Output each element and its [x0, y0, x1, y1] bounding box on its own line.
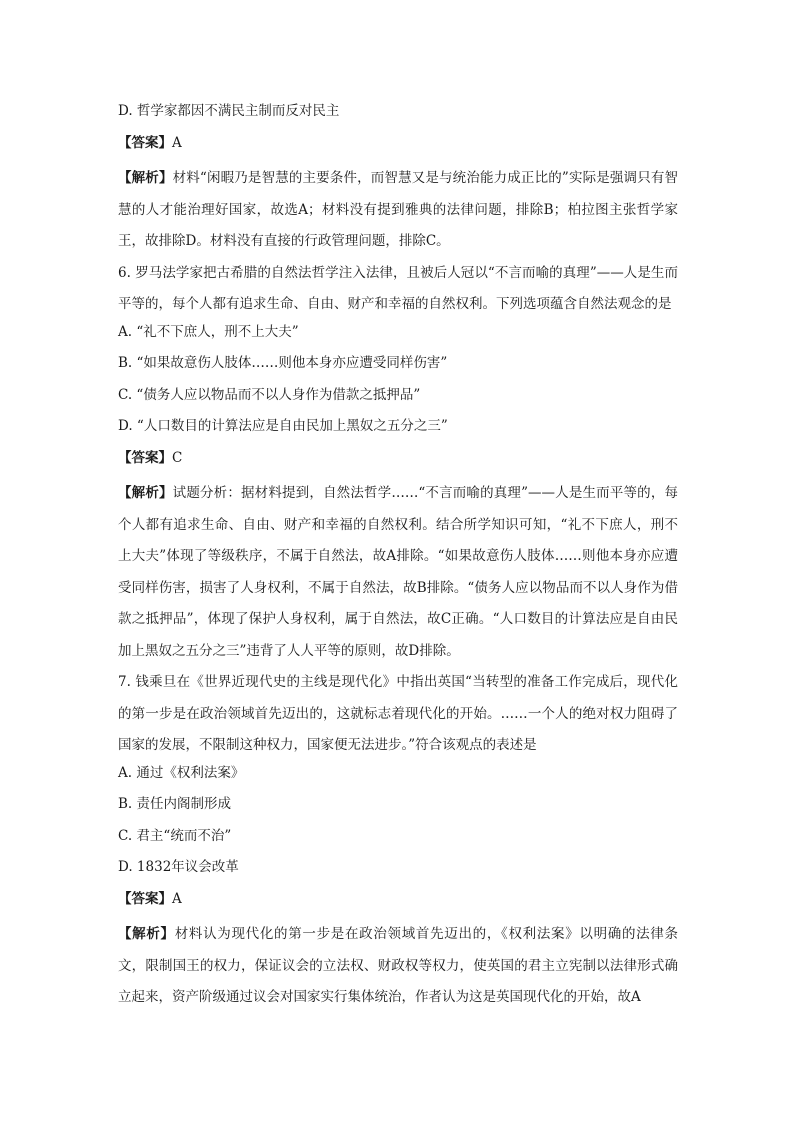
answer-tag: 【答案】 [118, 134, 172, 151]
answer-value: A [172, 890, 182, 907]
q7-option-b: B. 责任内阁制形成 [118, 796, 232, 812]
q7-option-a: A. 通过《权利法案》 [118, 764, 245, 781]
q7-option-c: C. 君主“统而不治” [118, 827, 232, 844]
q6-stem: 6. 罗马法学家把古希腊的自然法哲学注入法律，且被后人冠以“不言而喻的真理”——人是生而平等的，每个人都有追求生命、自由、财产和幸福的自然权利。下列选项蕴含自然法观念的是 [118, 264, 678, 312]
q7-option-d: D. 1832年议会改革 [118, 859, 239, 875]
q6-option-d: D. “人口数目的计算法应是自由民加上黑奴之五分之三” [118, 418, 448, 434]
q6-option-c: C. “债务人应以物品而不以人身作为借款之抵押品” [118, 386, 421, 403]
q5-analysis [118, 163, 678, 258]
analysis-text: 材料认为现代化的第一步是在政治领域首先迈出的，《权利法案》以明确的法律条文，限制国王的权力，保证议会的立法权、财政权等权力，使英国的君主立宪制以法律形式确立起来，资产阶级通过议会对国家实行集体统治，作者认为这是英国现代化的开始，故A [118, 926, 679, 1005]
q7-stem: 7. 钱乘旦在《世界近现代史的主线是现代化》中指出英国“当转型的准备工作完成后，现代化的第一步是在政治领域首先迈出的，这就标志着现代化的开始。……一个人的绝对权力阻碍了国家的发展，不限制这种权力，国家便无法进步。”符合该观点的表述是 [118, 674, 678, 753]
answer-value: A [172, 134, 182, 151]
analysis-tag: 【解析】 [118, 926, 175, 942]
answer-tag: 【答案】 [118, 890, 172, 907]
q6-analysis [118, 478, 678, 667]
answer-value: C [172, 449, 183, 466]
q7-analysis [118, 919, 678, 1014]
analysis-tag: 【解析】 [118, 485, 173, 501]
q6-answer [118, 447, 678, 479]
q6-option-a: A. “礼不下庶人，刑不上大夫” [118, 323, 299, 340]
q6-option-b: B. “如果故意伤人肢体……则他本身亦应遭受同样伤害” [118, 355, 448, 371]
q5-option-d: D. 哲学家都因不满民主制而反对民主 [118, 103, 340, 119]
answer-tag: 【答案】 [118, 449, 172, 466]
q7-answer [118, 888, 678, 920]
analysis-text: 试题分析：据材料提到，自然法哲学……“不言而喻的真理”——人是生而平等的，每个人都有追求生命、自由、财产和幸福的自然权利。结合所学知识可知，“礼不下庶人，刑不上大夫”体现了等级秩序，不属于自然法，故A排除。“如果故意伤人肢体……则他本身亦应遭受同样伤害，损害了人身权利，不属于自然法，故B排除。“债务人应以物品而不以人身作为借款之抵押品”，体现了保护人身权利，属于自然法，故C正确。“人口数目的计算法应是自由民加上黑奴之五分之三”违背了人人平等的原则，故D排除。 [118, 485, 678, 659]
analysis-tag: 【解析】 [118, 170, 173, 186]
q5-answer [118, 132, 678, 164]
document-page [118, 100, 678, 1014]
analysis-text: 材料“闲暇乃是智慧的主要条件，而智慧又是与统治能力成正比的”实际是强调只有智慧的人才能治理好国家，故选A；材料没有提到雅典的法律问题，排除B；柏拉图主张哲学家王，故排除D。材料没有直接的行政管理问题，排除C。 [118, 170, 678, 249]
